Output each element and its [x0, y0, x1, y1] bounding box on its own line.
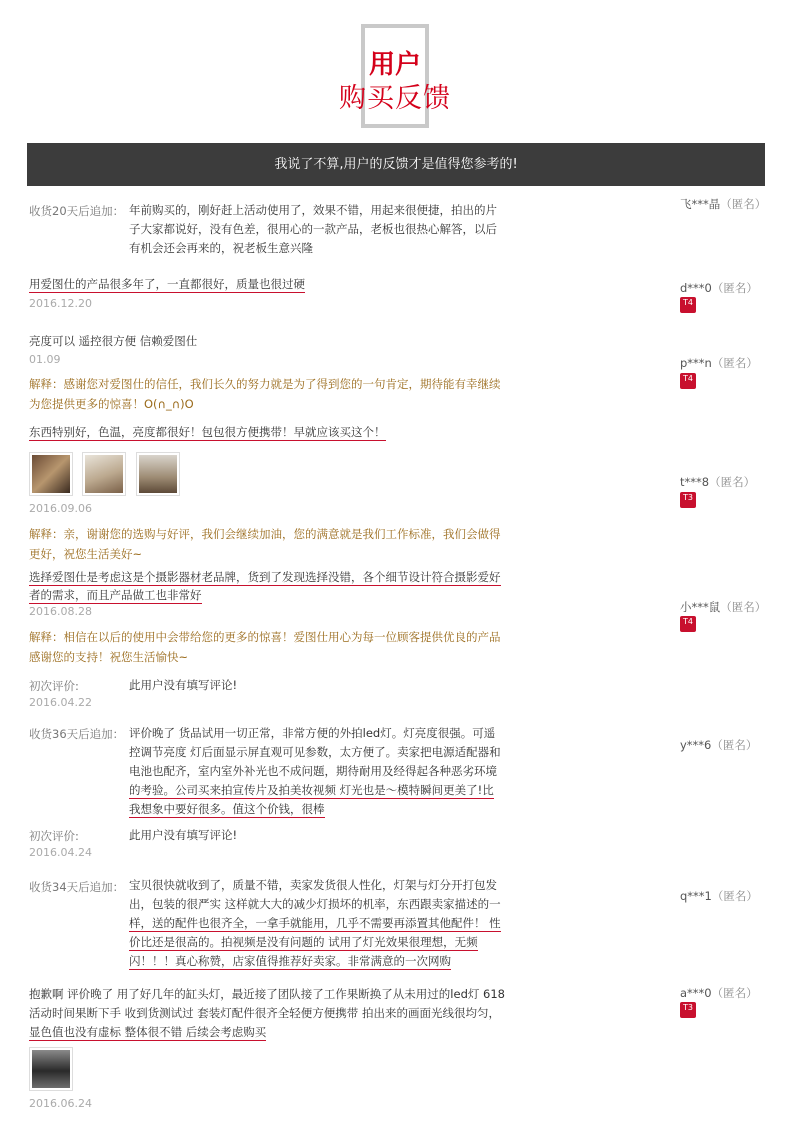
first-review-text: 此用户没有填写评论! — [129, 678, 238, 692]
seller-reply: 解释：亲，谢谢您的选购与好评，我们会继续加油，您的满意就是我们工作标准，我们会做得 — [29, 527, 501, 541]
reviewer-name: q***1（匿名） — [680, 889, 758, 903]
review-text: 控调节亮度 灯后面显示屏直观可见参数，太方便了。卖家把电源适配器和 — [129, 745, 501, 759]
review-text: 子大家都说好，没有色差，很用心的一款产品，老板也很热心解答，以后 — [129, 222, 497, 236]
review-text: 显色值也没有虚标 整体很不错 后续会考虑购买 — [29, 1025, 267, 1039]
review-date: 2016.04.22 — [29, 696, 92, 709]
append-label: 收货34天后追加： — [29, 880, 125, 894]
review-text: 活动时间果断下手 收到货测试过 套装灯配件很齐全轻便方便携带 拍出来的画面光线很均匀， — [29, 1006, 500, 1020]
reviewer-name: t***8（匿名） — [680, 475, 756, 489]
review-date: 2016.12.20 — [29, 297, 92, 310]
review-photo-thumbnail[interactable] — [29, 1047, 73, 1091]
logo-title-top: 用户 — [368, 50, 421, 80]
logo-title-bottom: 购买反馈 — [339, 83, 451, 114]
review-text: 选择爱图仕是考虑这是个摄影器材老品牌，货到了发现选择没错，各个细节设计符合摄影爱好 — [29, 570, 501, 584]
reviewer-name: 小***鼠（匿名） — [680, 600, 767, 614]
reviewer-name: y***6（匿名） — [680, 738, 758, 752]
review-text: 东西特别好，色温，亮度都很好！包包很方便携带！早就应该买这个！ — [29, 425, 386, 439]
member-level-badge: T4 — [680, 616, 696, 632]
review-text: 宝贝很快就收到了，质量不错，卖家发货很人性化，灯架与灯分开打包发 — [129, 878, 497, 892]
first-review-label: 初次评价: — [29, 829, 79, 843]
review-date: 2016.06.24 — [29, 1097, 92, 1110]
seller-reply: 感谢您的支持！祝您生活愉快~ — [29, 650, 189, 664]
review-photo-thumbnail[interactable] — [136, 452, 180, 496]
first-review-label: 初次评价: — [29, 679, 79, 693]
review-date: 2016.09.06 — [29, 502, 92, 515]
append-label: 收货36天后追加： — [29, 727, 125, 741]
review-text: 亮度可以 遥控很方便 信赖爱图仕 — [29, 334, 198, 348]
reviewer-name: 飞***晶（匿名） — [680, 197, 767, 211]
member-level-badge: T3 — [680, 1002, 696, 1018]
member-level-badge: T4 — [680, 297, 696, 313]
review-date: 2016.04.24 — [29, 846, 92, 859]
append-label: 收货20天后追加： — [29, 204, 125, 218]
seller-reply: 解释：感谢您对爱图仕的信任，我们长久的努力就是为了得到您的一句肯定，期待能有幸继续 — [29, 377, 501, 391]
review-text: 样，送的配件也很齐全，一拿手就能用，几乎不需要再添置其他配件！ 性 — [129, 916, 501, 930]
review-text: 出，包装的很严实 这样就大大的减少灯损坏的机率，东西跟卖家描述的一 — [129, 897, 501, 911]
review-text: 用爱图仕的产品很多年了，一直都很好，质量也很过硬 — [29, 277, 305, 291]
seller-reply: 为您提供更多的惊喜！O(∩_∩)O — [29, 397, 194, 411]
review-text: 者的需求，而且产品做工也非常好 — [29, 588, 202, 602]
review-text: 的考验。公司买来拍宣传片及拍美妆视频 灯光也是～模特瞬间更美了!比 — [129, 783, 494, 797]
review-photo-thumbnail[interactable] — [29, 452, 73, 496]
review-photo-thumbnail[interactable] — [82, 452, 126, 496]
review-date: 01.09 — [29, 353, 61, 366]
review-text: 年前购买的，刚好赶上活动使用了，效果不错，用起来很便捷，拍出的片 — [129, 203, 497, 217]
seller-reply: 解释：相信在以后的使用中会带给您的更多的惊喜！爱图仕用心为每一位顾客提供优良的产品 — [29, 630, 501, 644]
reviewer-name: a***0（匿名） — [680, 986, 758, 1000]
review-text: 电池也配齐，室内室外补光也不成问题，期待耐用及经得起各种恶劣环境 — [129, 764, 497, 778]
review-text: 有机会还会再来的，祝老板生意兴隆 — [129, 241, 313, 255]
member-level-badge: T4 — [680, 373, 696, 389]
review-text: 抱歉啊 评价晚了 用了好几年的缸头灯，最近接了团队接了工作果断换了从未用过的led灯 618 — [29, 987, 505, 1001]
first-review-text: 此用户没有填写评论! — [129, 828, 238, 842]
reviewer-name: p***n（匿名） — [680, 356, 758, 370]
seller-reply: 更好，祝您生活美好~ — [29, 547, 143, 561]
member-level-badge: T3 — [680, 492, 696, 508]
review-text: 评价晚了 货品试用一切正常，非常方便的外拍led灯。灯亮度很强。可遥 — [129, 726, 496, 740]
review-text: 我想象中要好很多。值这个价钱，很棒 — [129, 802, 325, 816]
reviewer-name: d***0（匿名） — [680, 281, 758, 295]
feedback-banner: 我说了不算,用户的反馈才是值得您参考的! — [27, 143, 765, 186]
review-date: 2016.08.28 — [29, 605, 92, 618]
review-text: 价比还是很高的。拍视频是没有问题的 试用了灯光效果很理想，无频 — [129, 935, 478, 949]
review-text: 闪！！！真心称赞，店家值得推荐好卖家。非常满意的一次网购 — [129, 954, 451, 968]
